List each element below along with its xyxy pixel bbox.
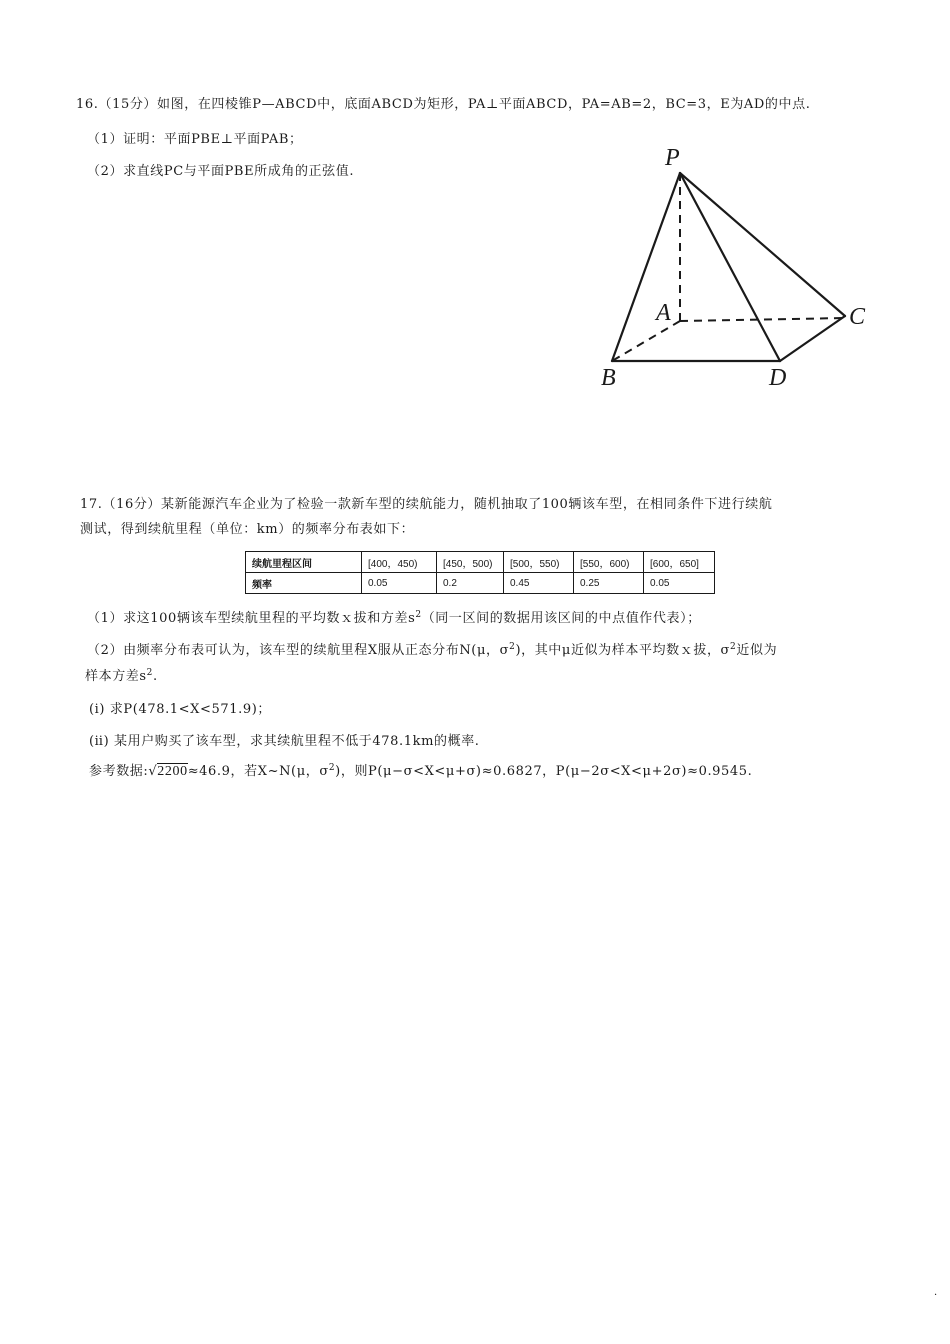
q16-part1: （1）证明：平面PBE⊥平面PAB； <box>87 132 303 147</box>
table-row <box>246 573 715 594</box>
q17-part1-a: （1）求这100辆该车型续航里程的平均数ｘ拔和方差s <box>87 611 416 626</box>
q17-part2-c: 近似为 <box>736 643 778 658</box>
q16-part2: （2）求直线PC与平面PBE所成角的正弦值. <box>87 164 355 179</box>
edge-PB <box>612 173 680 361</box>
q17-intro-line2: 测试，得到续航里程（单位：km）的频率分布表如下： <box>80 522 415 537</box>
label-C: C <box>849 304 866 330</box>
q17-part1 <box>87 610 701 628</box>
edge-PD <box>680 173 780 361</box>
label-D: D <box>769 365 787 391</box>
table-cell: [550，600) <box>574 552 644 573</box>
table-cell: 0.45 <box>504 573 574 594</box>
sqrt-argument: 2200 <box>157 764 188 779</box>
label-P: P <box>665 145 680 171</box>
q17-part2-line2-a: 样本方差s <box>85 669 147 684</box>
q17-part2-b: )，其中μ近似为样本平均数ｘ拔，σ <box>515 643 731 658</box>
q16-header: 16.（15分）如图，在四棱锥P—ABCD中，底面ABCD为矩形，PA⊥平面ABCD，PA=AB=2，BC=3，E为AD的中点. <box>76 97 811 112</box>
ref-label: 参考数据: <box>89 764 149 779</box>
superscript: 2 <box>415 610 422 620</box>
table-cell: 0.25 <box>574 573 644 594</box>
q17-part2-line2 <box>85 668 158 686</box>
table-header-cell: 频率 <box>246 573 362 594</box>
table-cell: 0.05 <box>644 573 715 594</box>
q17-intro-line1: 17.（16分）某新能源汽车企业为了检验一款新车型的续航能力，随机抽取了100辆该车型，在相同条件下进行续航 <box>80 497 773 512</box>
superscript: 2 <box>328 763 336 773</box>
pyramid-figure <box>590 140 890 400</box>
table-cell: [500，550) <box>504 552 574 573</box>
superscript: 2 <box>730 642 737 652</box>
q17-part2-a: （2）由频率分布表可认为，该车型的续航里程X服从正态分布N(μ，σ <box>87 643 510 658</box>
table-cell: 0.05 <box>362 573 437 594</box>
label-B: B <box>601 365 616 391</box>
q17-part1-b: （同一区间的数据用该区间的中点值作代表）； <box>421 611 701 626</box>
table-cell: [400，450) <box>362 552 437 573</box>
superscript: 2 <box>509 642 516 652</box>
q17-part2-line1 <box>87 642 777 660</box>
edge-AC <box>680 318 845 321</box>
table-cell: [450，500) <box>437 552 504 573</box>
table-header-cell: 续航里程区间 <box>246 552 362 573</box>
edge-DC <box>780 316 845 361</box>
ref-b: )，则P(μ−σ<X<μ+σ)≈0.6827，P(μ−2σ<X<μ+2σ)≈0.9545. <box>335 764 753 779</box>
q17-sub-i: (i) 求P(478.1<X<571.9)； <box>89 702 271 717</box>
frequency-table <box>245 551 715 594</box>
q17-part2-line2-b: . <box>153 669 158 684</box>
table-row <box>246 552 715 573</box>
corner-mark: · <box>934 1290 938 1301</box>
edge-PC <box>680 173 845 316</box>
table-cell: 0.2 <box>437 573 504 594</box>
sqrt-expression: √2200 <box>148 764 188 779</box>
superscript: 2 <box>146 668 153 678</box>
table-cell: [600，650] <box>644 552 715 573</box>
q17-sub-ii: (ⅱ) 某用户购买了该车型，求其续航里程不低于478.1km的概率. <box>89 734 480 749</box>
edge-AB <box>612 321 680 361</box>
q17-reference-data <box>89 763 752 781</box>
ref-a: ≈46.9，若X~N(μ，σ <box>187 764 329 779</box>
label-A: A <box>656 300 671 326</box>
